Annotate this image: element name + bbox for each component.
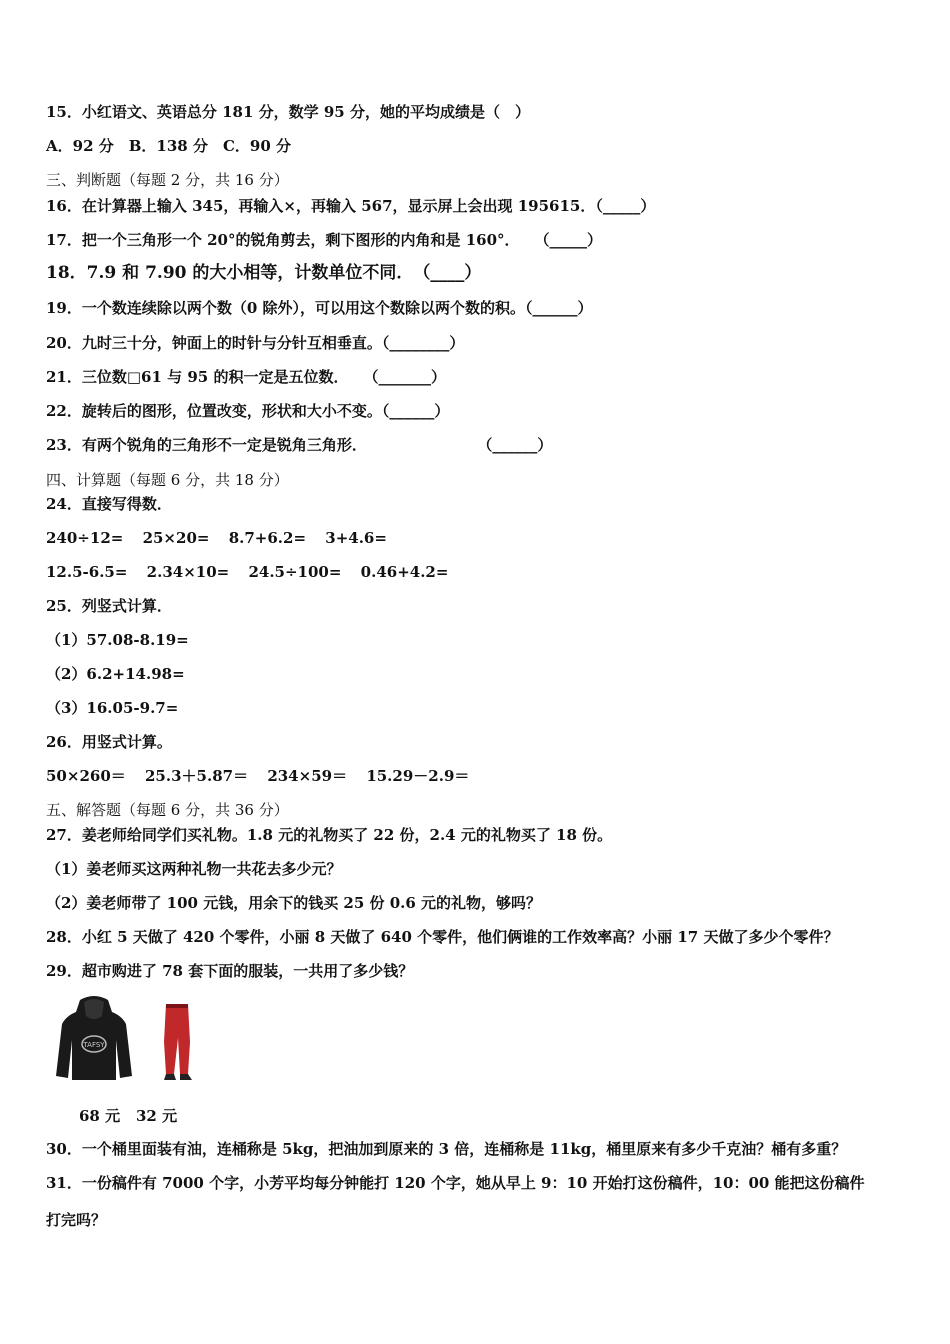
question-24-title: 24．直接写得数． bbox=[46, 495, 172, 513]
calc-item: 50×260＝ bbox=[46, 767, 126, 785]
hoodie-price: 68 元 bbox=[79, 1107, 121, 1125]
question-15-options: A．92 分 B．138 分 C．90 分 bbox=[46, 137, 291, 155]
question-25-title: 25．列竖式计算． bbox=[46, 597, 172, 615]
trousers-price: 32 元 bbox=[136, 1107, 178, 1125]
calc-item: 8.7+6.2= bbox=[228, 529, 307, 547]
calc-item: 2.34×10= bbox=[146, 563, 230, 581]
svg-text:TAFSY: TAFSY bbox=[83, 1041, 105, 1049]
question-27: 27．姜老师给同学们买礼物。1.8 元的礼物买了 22 份，2.4 元的礼物买了 18 份。 bbox=[46, 826, 613, 844]
question-31-line-2: 打完吗？ bbox=[46, 1211, 107, 1229]
calc-item: 25×20= bbox=[142, 529, 210, 547]
question-28: 28．小红 5 天做了 420 个零件，小丽 8 天做了 640 个零件，他们俩谁的工作效率高？小丽 17 天做了多少个零件？ bbox=[46, 928, 839, 946]
question-31-line-1: 31．一份稿件有 7000 个字，小芳平均每分钟能打 120 个字，她从早上 9：10 开始打这份稿件，10：00 能把这份稿件 bbox=[46, 1174, 865, 1192]
calc-item: 24.5÷100= bbox=[248, 563, 342, 581]
question-23 bbox=[46, 435, 552, 455]
question-16: 16．在计算器上输入 345，再输入×，再输入 567，显示屏上会出现 195615．（_____） bbox=[46, 197, 656, 215]
question-19: 19．一个数连续除以两个数（0 除外），可以用这个数除以两个数的积。（______） bbox=[46, 299, 593, 317]
question-27-sub-2: （2）姜老师带了 100 元钱，用余下的钱买 25 份 0.6 元的礼物，够吗？ bbox=[46, 894, 542, 912]
section-4-heading: 四、计算题（每题 6 分，共 18 分） bbox=[46, 471, 289, 489]
calc-item: 25.3＋5.87＝ bbox=[145, 767, 249, 785]
question-24-row-2 bbox=[46, 562, 462, 582]
question-30: 30．一个桶里面装有油，连桶称是 5kg，把油加到原来的 3 倍，连桶称是 11kg，桶里原来有多少千克油？桶有多重？ bbox=[46, 1140, 847, 1158]
calc-item: 234×59＝ bbox=[267, 767, 348, 785]
trousers-icon bbox=[158, 1002, 198, 1082]
question-25-item-2: （2）6.2+14.98= bbox=[46, 665, 185, 683]
question-21: 21．三位数□61 与 95 的积一定是五位数． （_______） bbox=[46, 368, 446, 386]
question-17: 17．把一个三角形一个 20°的锐角剪去，剩下图形的内角和是 160°． （_____） bbox=[46, 231, 603, 249]
section-3-heading: 三、判断题（每题 2 分，共 16 分） bbox=[46, 171, 289, 189]
question-26-items bbox=[46, 766, 483, 786]
calc-item: 12.5-6.5= bbox=[46, 563, 128, 581]
question-25-item-1: （1）57.08-8.19= bbox=[46, 631, 189, 649]
question-29: 29．超市购进了 78 套下面的服装，一共用了多少钱？ bbox=[46, 962, 414, 980]
section-5-heading: 五、解答题（每题 6 分，共 36 分） bbox=[46, 801, 289, 819]
question-22: 22．旋转后的图形，位置改变，形状和大小不变。（______） bbox=[46, 402, 450, 420]
question-23-text: 23．有两个锐角的三角形不一定是锐角三角形． bbox=[46, 436, 367, 454]
question-15: 15．小红语文、英语总分 181 分，数学 95 分，她的平均成绩是（ ） bbox=[46, 103, 530, 121]
question-25-item-3: （3）16.05-9.7= bbox=[46, 699, 179, 717]
hoodie-icon bbox=[54, 994, 134, 1082]
calc-item: 3+4.6= bbox=[325, 529, 387, 547]
question-27-sub-1: （1）姜老师买这两种礼物一共花去多少元？ bbox=[46, 860, 342, 878]
calc-item: 240÷12= bbox=[46, 529, 124, 547]
calc-item: 0.46+4.2= bbox=[360, 563, 449, 581]
calc-item: 15.29－2.9＝ bbox=[366, 767, 470, 785]
question-26-title: 26．用竖式计算。 bbox=[46, 733, 172, 751]
question-24-row-1 bbox=[46, 528, 401, 548]
question-20: 20．九时三十分，钟面上的时针与分针互相垂直。（________） bbox=[46, 334, 465, 352]
question-18: 18．7.9 和 7.90 的大小相等，计数单位不同． （____） bbox=[46, 263, 482, 283]
question-23-blank: （______） bbox=[477, 436, 553, 454]
